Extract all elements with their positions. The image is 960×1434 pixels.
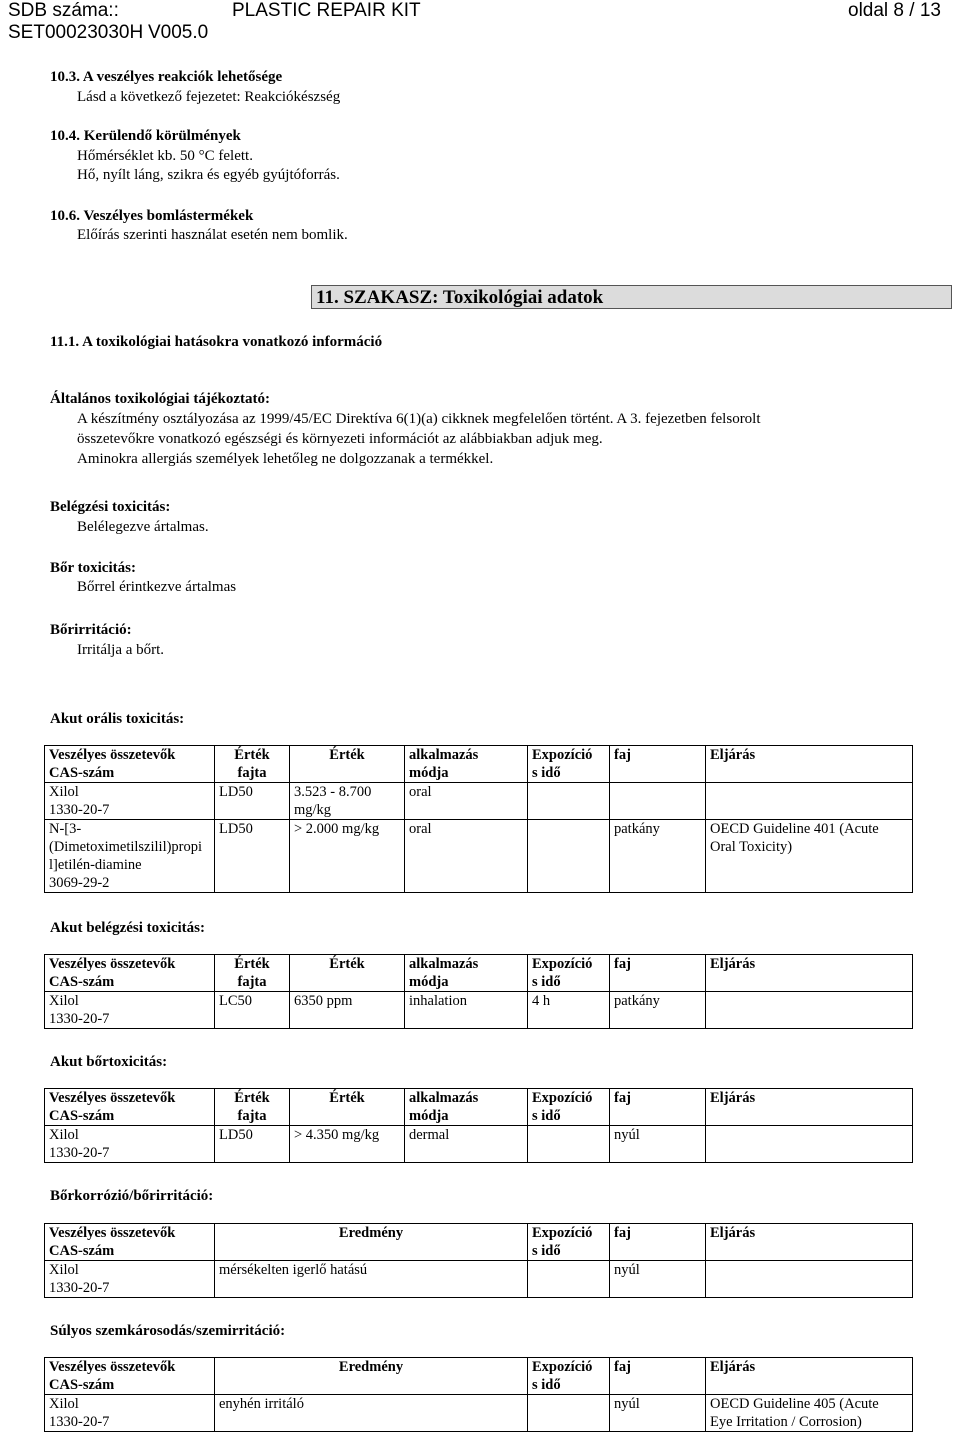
col-value-type-1: Érték	[234, 747, 270, 763]
cell-result: enyhén irritáló	[219, 1396, 304, 1412]
col-exposure-1: Expozíció	[532, 1090, 593, 1106]
col-cas: CAS-szám	[49, 974, 115, 990]
cell-cas: 1330-20-7	[49, 1280, 110, 1296]
col-method: Eljárás	[710, 747, 756, 763]
cell-value-type: LD50	[219, 784, 253, 800]
cell-component: Xilol	[49, 1396, 79, 1412]
inhalation-toxicity-title: Belégzési toxicitás:	[50, 499, 171, 515]
cell-cas: 1330-20-7	[49, 1145, 110, 1161]
cell-value-type: LC50	[219, 993, 253, 1009]
col-exposure-2: s idő	[532, 1243, 561, 1259]
col-route-1: alkalmazás	[409, 747, 479, 763]
col-cas: CAS-szám	[49, 1243, 115, 1259]
col-route-2: módja	[409, 765, 449, 781]
cell-component: Xilol	[49, 1127, 79, 1143]
table-row	[45, 1126, 913, 1163]
cell-route: oral	[409, 784, 432, 800]
col-cas: CAS-szám	[49, 765, 115, 781]
col-component: Veszélyes összetevők	[49, 1359, 176, 1375]
acute-dermal-title: Akut bőrtoxicitás:	[50, 1054, 168, 1070]
cell-route: inhalation	[409, 993, 467, 1009]
table-header-row	[45, 955, 913, 992]
skin-irritation-title: Bőrirritáció:	[50, 622, 132, 638]
cell-route: oral	[409, 821, 432, 837]
col-component: Veszélyes összetevők	[49, 956, 176, 972]
cell-value: 6350 ppm	[294, 993, 353, 1009]
cell-species: nyúl	[614, 1127, 640, 1143]
col-exposure-1: Expozíció	[532, 747, 593, 763]
cell-species: patkány	[614, 821, 660, 837]
section-10-4-title: 10.4. Kerülendő körülmények	[50, 128, 241, 144]
table-header-row	[45, 746, 913, 783]
table-header-row	[45, 1358, 913, 1395]
cell-cas: 1330-20-7	[49, 1414, 110, 1430]
acute-inhalation-title: Akut belégzési toxicitás:	[50, 920, 205, 936]
cell-component: Xilol	[49, 784, 79, 800]
section-10-6-text: Előírás szerinti használat esetén nem bomlik.	[77, 227, 348, 243]
general-info-line3: Aminokra allergiás személyek lehetőleg ne dolgozzanak a termékkel.	[77, 451, 494, 467]
col-cas: CAS-szám	[49, 1377, 115, 1393]
col-value: Érték	[329, 956, 365, 972]
cell-exposure: 4 h	[532, 993, 551, 1009]
table-row	[45, 1261, 913, 1298]
general-info-title: Általános toxikológiai tájékoztató:	[50, 391, 270, 407]
col-value: Érték	[329, 1090, 365, 1106]
general-info-line1: A készítmény osztályozása az 1999/45/EC Direktíva 6(1)(a) cikknek megfelelően történt. A 3. fejezetben felsorolt	[77, 411, 761, 427]
col-method: Eljárás	[710, 1359, 756, 1375]
col-species: faj	[614, 1090, 631, 1106]
col-exposure-2: s idő	[532, 974, 561, 990]
skin-toxicity-title: Bőr toxicitás:	[50, 560, 136, 576]
col-component: Veszélyes összetevők	[49, 747, 176, 763]
col-method: Eljárás	[710, 1225, 756, 1241]
col-exposure-1: Expozíció	[532, 1359, 593, 1375]
cell-method: OECD Guideline 405 (Acute	[710, 1396, 879, 1412]
cell-component: N-[3-	[49, 821, 82, 837]
skin-corrosion-title: Bőrkorrózió/bőrirritáció:	[50, 1188, 214, 1204]
col-cas: CAS-szám	[49, 1108, 115, 1124]
cell-method: OECD Guideline 401 (Acute	[710, 821, 879, 837]
table-header-row	[45, 1089, 913, 1126]
col-result: Eredmény	[338, 1225, 404, 1241]
col-value-type-2: fajta	[237, 1108, 267, 1124]
col-exposure-1: Expozíció	[532, 956, 593, 972]
page-number: oldal 8 / 13	[848, 0, 941, 21]
acute-inhalation-table	[44, 954, 913, 1029]
section-10-4-line2: Hő, nyílt láng, szikra és egyéb gyújtóforrás.	[77, 167, 340, 183]
col-exposure-2: s idő	[532, 1377, 561, 1393]
col-route-1: alkalmazás	[409, 1090, 479, 1106]
version: V005.0	[148, 22, 209, 43]
col-value-type-1: Érték	[234, 1090, 270, 1106]
col-species: faj	[614, 1225, 631, 1241]
section-10-4-line1: Hőmérséklet kb. 50 °C felett.	[77, 148, 253, 164]
section-10-3-text: Lásd a következő fejezetet: Reakciókészség	[77, 89, 341, 105]
set-code: SET00023030H	[8, 22, 144, 43]
cell-result: mérsékelten igerlő hatású	[219, 1262, 368, 1278]
cell-value: 3.523 - 8.700	[294, 784, 372, 800]
col-species: faj	[614, 956, 631, 972]
col-value-type-1: Érték	[234, 956, 270, 972]
col-exposure-2: s idő	[532, 1108, 561, 1124]
acute-oral-title: Akut orális toxicitás:	[50, 711, 185, 727]
cell-method-cont: Eye Irritation / Corrosion)	[710, 1414, 862, 1430]
eye-damage-table	[44, 1357, 913, 1432]
sdb-label: SDB száma::	[8, 0, 119, 21]
cell-component: Xilol	[49, 993, 79, 1009]
cell-cas: 1330-20-7	[49, 802, 110, 818]
table-row	[45, 820, 913, 893]
cell-value: > 4.350 mg/kg	[294, 1127, 380, 1143]
eye-damage-title: Súlyos szemkárosodás/szemirritáció:	[50, 1323, 286, 1339]
section-11-heading-bar	[311, 285, 952, 309]
col-route-2: módja	[409, 974, 449, 990]
col-species: faj	[614, 747, 631, 763]
col-species: faj	[614, 1359, 631, 1375]
cell-species: nyúl	[614, 1262, 640, 1278]
section-11-1-title: 11.1. A toxikológiai hatásokra vonatkozó információ	[50, 334, 383, 350]
section-10-6-title: 10.6. Veszélyes bomlástermékek	[50, 208, 254, 224]
cell-component-cont: (Dimetoximetilszilil)propi	[49, 839, 203, 855]
col-method: Eljárás	[710, 1090, 756, 1106]
cell-value-type: LD50	[219, 821, 253, 837]
cell-cas: 1330-20-7	[49, 1011, 110, 1027]
table-row	[45, 1395, 913, 1432]
cell-route: dermal	[409, 1127, 450, 1143]
skin-irritation-text: Irritálja a bőrt.	[77, 642, 165, 658]
col-component: Veszélyes összetevők	[49, 1225, 176, 1241]
general-info-line2: összetevőkre vonatkozó egészségi és környezeti információt az alábbiakban adjuk meg.	[77, 431, 603, 447]
skin-toxicity-text: Bőrrel érintkezve ártalmas	[77, 579, 237, 595]
col-route-1: alkalmazás	[409, 956, 479, 972]
col-value-type-2: fajta	[237, 974, 267, 990]
cell-species: patkány	[614, 993, 660, 1009]
cell-value-type: LD50	[219, 1127, 253, 1143]
skin-corrosion-table	[44, 1223, 913, 1298]
section-10-3-title: 10.3. A veszélyes reakciók lehetősége	[50, 69, 283, 85]
product-name: PLASTIC REPAIR KIT	[232, 0, 421, 21]
cell-method-cont: Oral Toxicity)	[710, 839, 793, 855]
cell-species: nyúl	[614, 1396, 640, 1412]
table-row	[45, 992, 913, 1029]
section-11-heading: 11. SZAKASZ: Toxikológiai adatok	[316, 287, 604, 308]
col-route-2: módja	[409, 1108, 449, 1124]
cell-value: > 2.000 mg/kg	[294, 821, 380, 837]
col-result: Eredmény	[338, 1359, 404, 1375]
cell-component-cont: l]etilén-diamine	[49, 857, 142, 873]
acute-oral-table	[44, 745, 913, 893]
table-header-row	[45, 1224, 913, 1261]
col-method: Eljárás	[710, 956, 756, 972]
col-value-type-2: fajta	[237, 765, 267, 781]
cell-value-unit: mg/kg	[294, 802, 332, 818]
col-value: Érték	[329, 747, 365, 763]
acute-dermal-table	[44, 1088, 913, 1163]
col-exposure-2: s idő	[532, 765, 561, 781]
col-component: Veszélyes összetevők	[49, 1090, 176, 1106]
inhalation-toxicity-text: Belélegezve ártalmas.	[77, 519, 209, 535]
cell-cas: 3069-29-2	[49, 875, 110, 891]
col-exposure-1: Expozíció	[532, 1225, 593, 1241]
cell-component: Xilol	[49, 1262, 79, 1278]
table-row	[45, 783, 913, 820]
